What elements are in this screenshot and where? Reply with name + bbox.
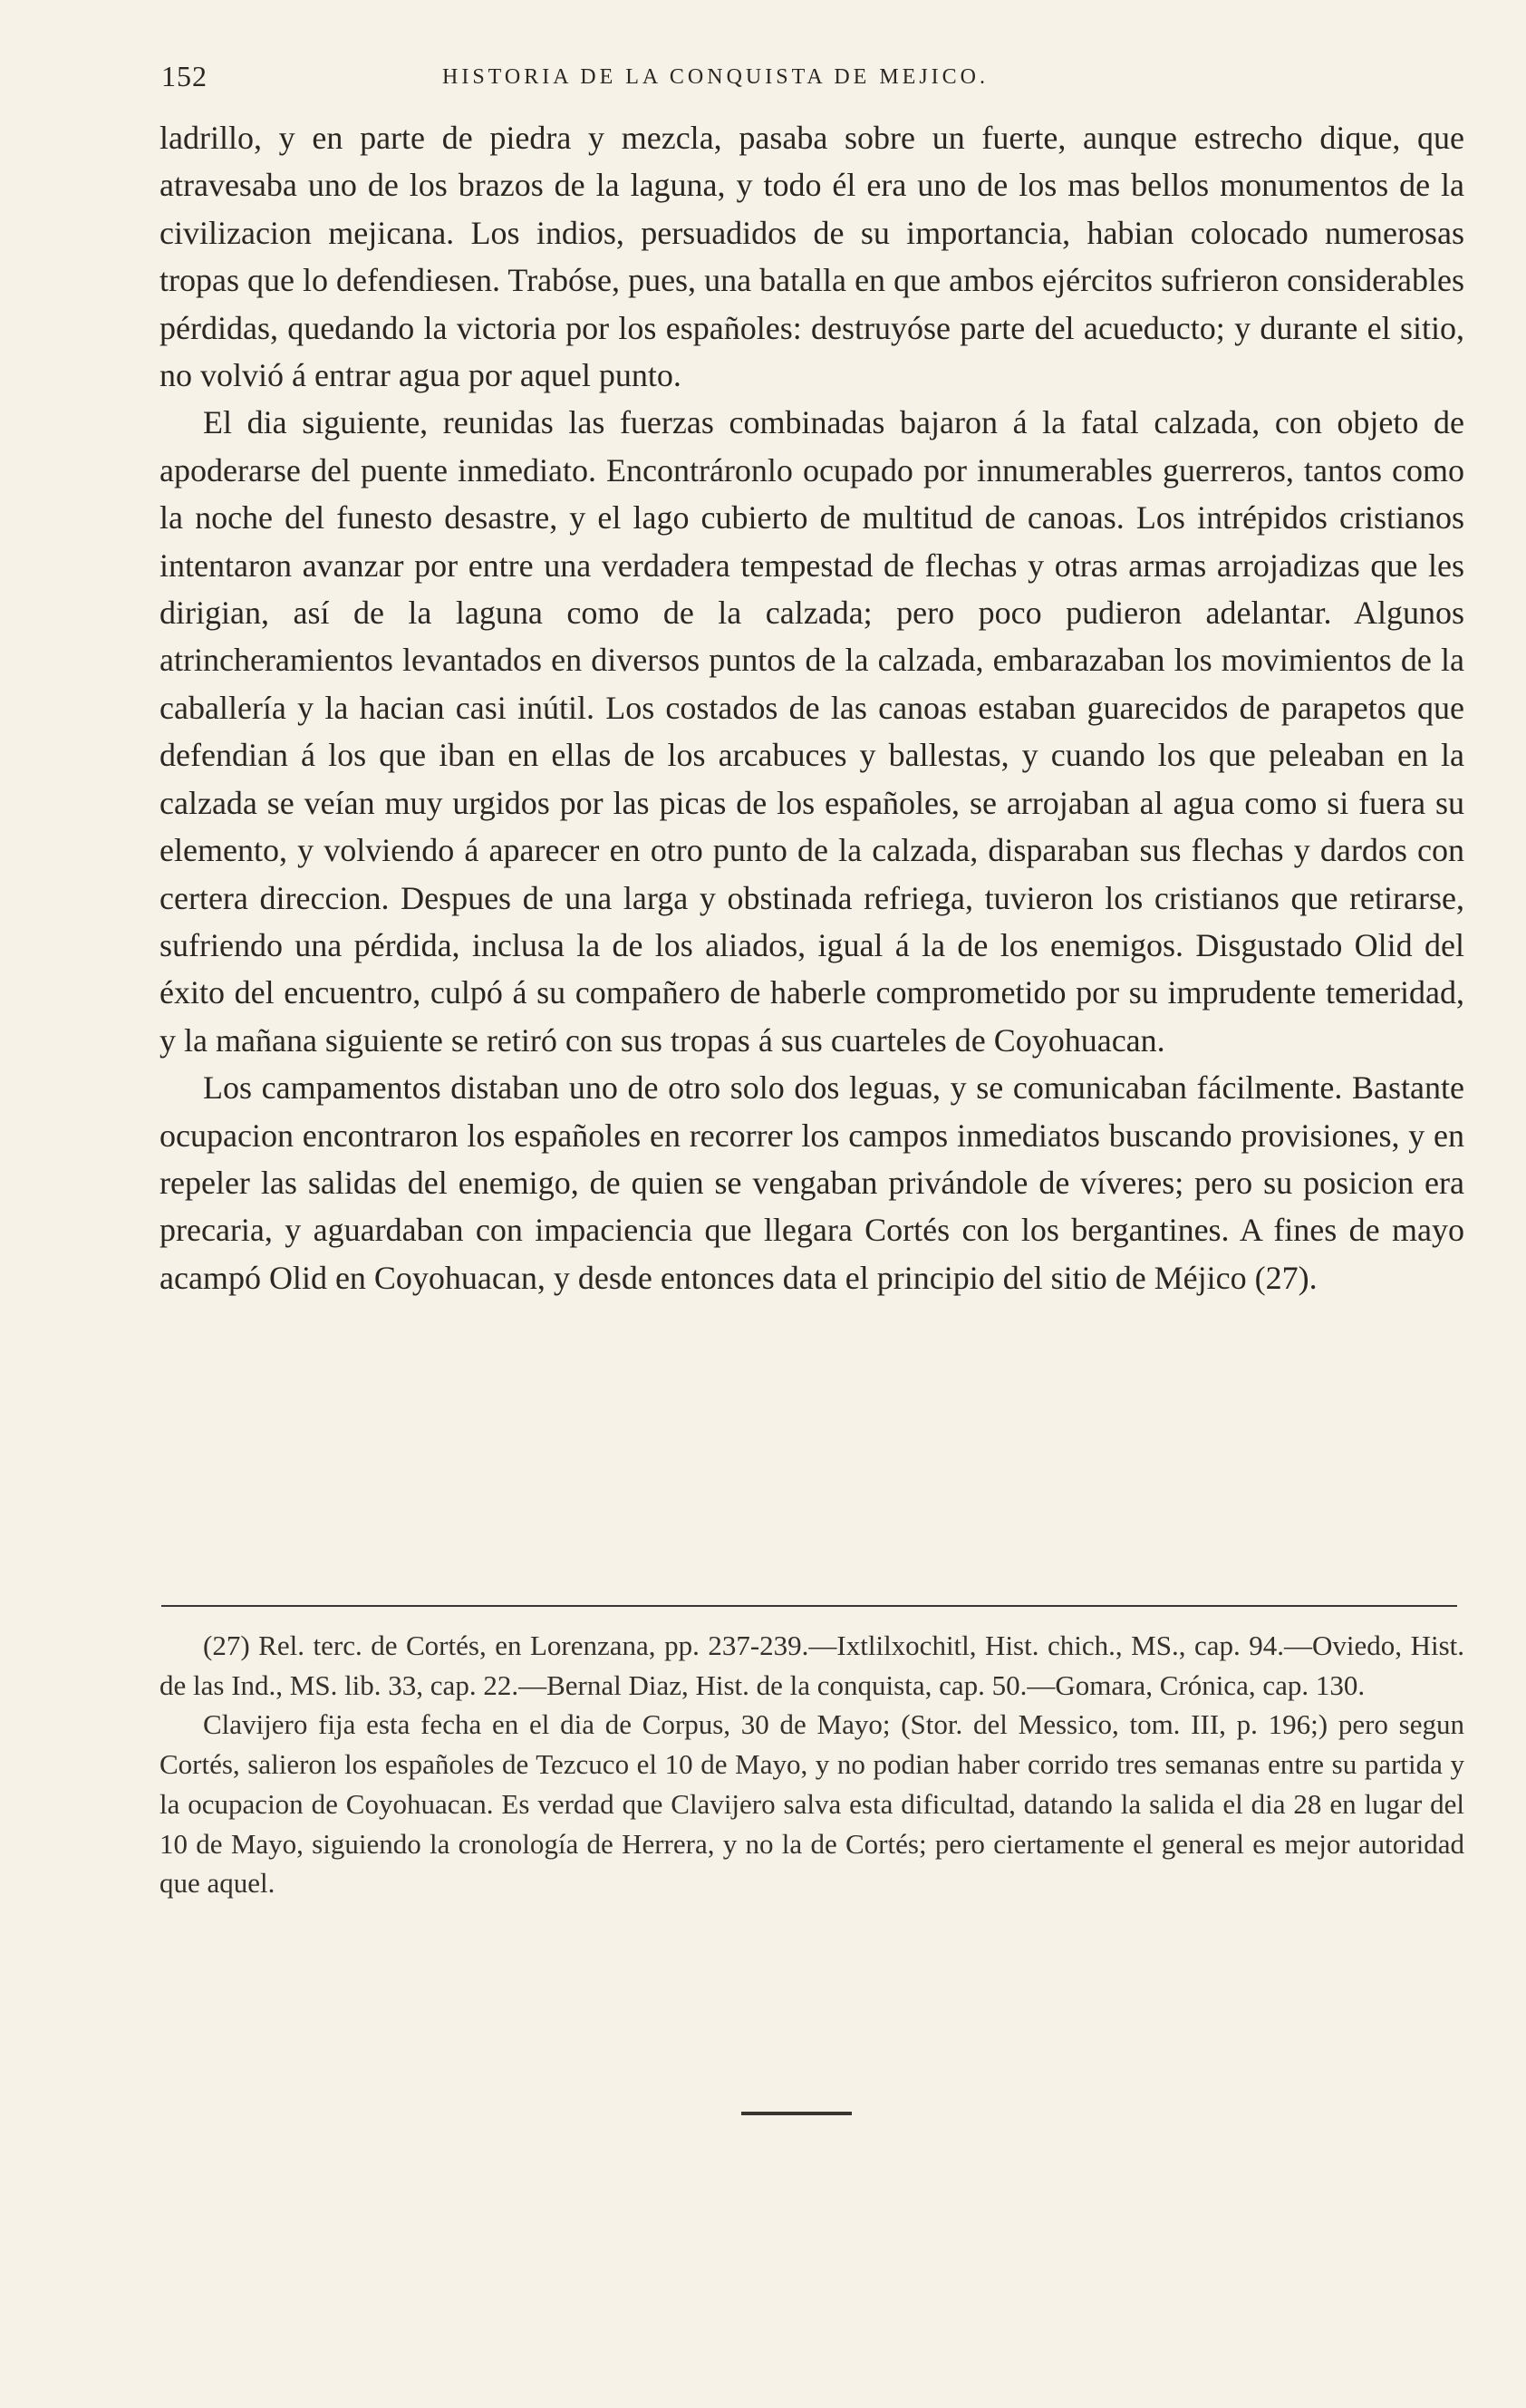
footnote-separator-rule xyxy=(161,1605,1457,1607)
footnote-paragraph: (27) Rel. terc. de Cortés, en Lorenzana, pp. 237-239.—Ixtlilxochitl, Hist. chich., MS., cap. 94.—Oviedo, Hist. de las Ind., MS. lib. 33, cap. 22.—Bernal Diaz, Hist. de la conquista, cap. 50.—Gomara, Crónica, cap. 130. xyxy=(159,1630,1464,1701)
footnotes xyxy=(159,1626,1464,1903)
body-paragraph: ladrillo, y en parte de piedra y mezcla, pasaba sobre un fuerte, aunque estrecho dique, que atravesaba uno de los brazos de la laguna, y todo él era uno de los mas bellos monumentos de la civilizacion mejicana. Los indios, persuadidos de su importancia, habian colocado numerosas tropas que lo defendiesen. Trabóse, pues, una batalla en que ambos ejércitos sufrieron considerables pérdidas, quedando la victoria por los españoles: destruyóse parte del acueducto; y durante el sitio, no volvió á entrar agua por aquel punto. xyxy=(159,120,1464,394)
page-header xyxy=(161,60,1468,105)
body-paragraph: El dia siguiente, reunidas las fuerzas combinadas bajaron á la fatal calzada, con objeto de apoderarse del puente inmediato. Encontráronlo ocupado por innumerables guerreros, tantos como la noche del funesto desastre, y el lago cubierto de multitud de canoas. Los intrépidos cristianos intentaron avanzar por entre una verdadera tempestad de flechas y otras armas arrojadizas que les dirigian, así de la laguna como de la calzada; pero poco pudieron adelantar. Algunos atrincheramientos levantados en diversos puntos de la calzada, embarazaban los movimientos de la caballería y la hacian casi inútil. Los costados de las canoas estaban guarecidos de parapetos que defendian á los que iban en ellas de los arcabuces y ballestas, y cuando los que peleaban en la calzada se veían muy urgidos por las picas de los españoles, se arrojaban al agua como si fuera su elemento, y volviendo á aparecer en otro punto de la calzada, disparaban sus flechas y dardos con certera direccion. Despues de una larga y obstinada refriega, tuvieron los cristianos que retirarse, sufriendo una pérdida, inclusa la de los aliados, igual á la de los enemigos. Disgustado Olid del éxito del encuentro, culpó á su compañero de haberle comprometido por su imprudente temeridad, y la mañana siguiente se retiró con sus tropas á sus cuarteles de Coyohuacan. xyxy=(159,404,1464,1059)
body-paragraph: Los campamentos distaban uno de otro solo dos leguas, y se comunicaban fácilmente. Bastante ocupacion encontraron los españoles en recorrer los campos inmediatos buscando provisiones, y en repeler las salidas del enemigo, de quien se vengaban privándole de víveres; pero su posicion era precaria, y aguardaban con impaciencia que llegara Cortés con los bergantines. A fines de mayo acampó Olid en Coyohuacan, y desde entonces data el principio del sitio de Méjico (27). xyxy=(159,1069,1464,1296)
footnote-paragraph: Clavijero fija esta fecha en el dia de Corpus, 30 de Mayo; (Stor. del Messico, tom. III, p. 196;) pero segun Cortés, salieron los españoles de Tezcuco el 10 de Mayo, y no podian haber corrido tres semanas entre su partida y la ocupacion de Coyohuacan. Es verdad que Clavijero salva esta dificultad, datando la salida el dia 28 en lugar del 10 de Mayo, siguiendo la cronología de Herrera, y no la de Cortés; pero ciertamente el general es mejor autoridad que aquel. xyxy=(159,1708,1464,1900)
running-head: HISTORIA DE LA CONQUISTA DE MEJICO. xyxy=(442,65,989,89)
end-ornament-rule xyxy=(741,2112,852,2115)
page-number: 152 xyxy=(161,60,208,92)
main-text xyxy=(159,114,1464,1301)
